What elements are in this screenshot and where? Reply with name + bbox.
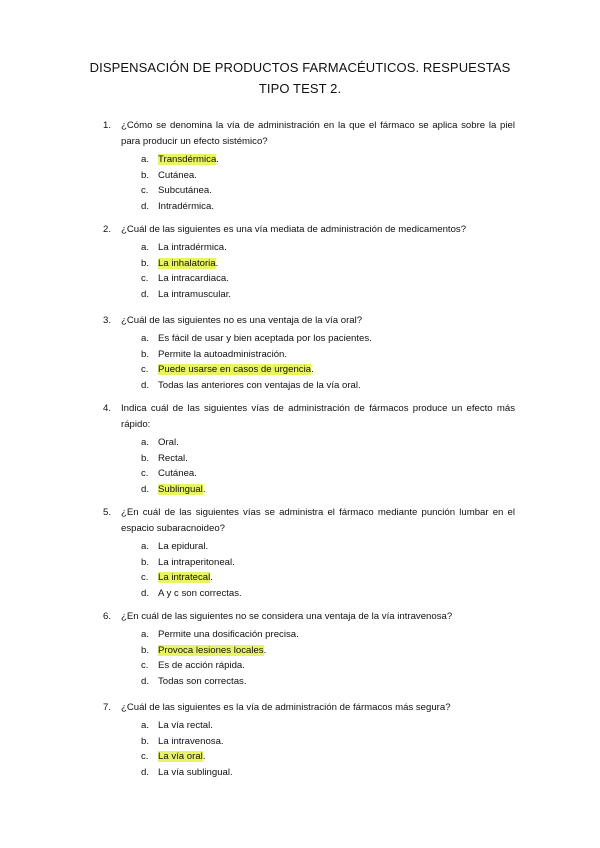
correct-answer-highlight: La intratecal — [158, 572, 211, 584]
option-text: Intradérmica. — [158, 200, 214, 212]
option-suffix: . — [202, 483, 206, 495]
option-letter: a. — [141, 242, 150, 253]
option-b — [0, 643, 600, 659]
option-letter: b. — [141, 257, 150, 269]
option-letter: b. — [141, 644, 150, 656]
correct-answer-highlight: Puede usarse en casos de urgencia — [158, 364, 312, 376]
option-text: Rectal. — [158, 452, 188, 464]
option-letter: c. — [141, 751, 149, 763]
question-number: 7. — [103, 702, 112, 713]
option-a — [0, 718, 600, 734]
option-letter: c. — [141, 572, 149, 584]
option-letter: d. — [141, 483, 150, 495]
option-suffix: . — [311, 364, 314, 376]
option-letter: b. — [141, 169, 150, 181]
question-3 — [0, 313, 600, 393]
option-letter: a. — [141, 720, 150, 731]
correct-answer-highlight: Sublingual — [158, 483, 203, 495]
question-text: ¿Cuál de las siguientes es la vía de administración de fármacos más segura? — [121, 702, 451, 713]
option-a — [0, 152, 600, 168]
option-text: La intraperitoneal. — [158, 556, 235, 568]
option-text: La intravenosa. — [158, 735, 224, 747]
question-number: 6. — [103, 611, 112, 622]
option-letter: d. — [141, 379, 150, 391]
question-4 — [0, 401, 600, 497]
option-letter: a. — [141, 629, 150, 640]
option-c — [0, 362, 600, 378]
option-c — [0, 570, 600, 586]
option-d — [0, 586, 600, 602]
option-letter: b. — [141, 556, 150, 568]
option-a — [0, 331, 600, 347]
correct-answer-highlight: La inhalatoria — [158, 257, 216, 269]
option-suffix: . — [216, 154, 219, 165]
option-text: La epidural. — [158, 541, 209, 552]
page-title — [60, 57, 540, 99]
option-text: Cutánea. — [158, 169, 197, 181]
question-text: Indica cuál de las siguientes vías de administración de fármacos produce un efecto más rápido: — [121, 403, 515, 430]
correct-answer-highlight: Transdérmica — [158, 154, 217, 165]
option-b — [0, 347, 600, 363]
question-6 — [0, 609, 600, 689]
question-7 — [0, 700, 600, 780]
option-letter: a. — [141, 333, 150, 344]
option-suffix: . — [263, 644, 267, 656]
option-letter: d. — [141, 766, 150, 778]
question-2 — [0, 222, 600, 302]
option-text: La vía sublingual. — [158, 766, 233, 778]
question-text: ¿En cuál de las siguientes no se considera una ventaja de la vía intravenosa? — [121, 611, 453, 622]
question-number: 5. — [103, 507, 112, 518]
question-1 — [0, 118, 600, 214]
option-text: Subcutánea. — [158, 185, 212, 197]
option-letter: a. — [141, 437, 150, 448]
option-letter: a. — [141, 541, 150, 552]
option-letter: d. — [141, 587, 150, 599]
title-line-2: TIPO TEST 2. — [258, 81, 342, 96]
question-number: 3. — [103, 315, 112, 326]
option-b — [0, 451, 600, 467]
option-a — [0, 435, 600, 451]
correct-answer-highlight: Provoca lesiones locales — [158, 644, 264, 656]
option-d — [0, 378, 600, 394]
option-letter: d. — [141, 288, 150, 300]
question-number: 2. — [103, 224, 112, 235]
option-suffix: . — [215, 257, 219, 269]
option-d — [0, 482, 600, 498]
option-text: Permite la autoadministración. — [158, 348, 288, 360]
option-c — [0, 271, 600, 287]
option-b — [0, 256, 600, 272]
option-text: La intramuscular. — [158, 288, 232, 300]
option-d — [0, 674, 600, 690]
option-letter: b. — [141, 735, 150, 747]
option-d — [0, 765, 600, 781]
option-b — [0, 168, 600, 184]
option-letter: c. — [141, 660, 149, 672]
option-letter: c. — [141, 468, 149, 480]
option-letter: c. — [141, 364, 149, 376]
option-text: Permite una dosificación precisa. — [158, 629, 299, 640]
option-d — [0, 287, 600, 303]
option-letter: d. — [141, 675, 150, 687]
question-text: ¿En cuál de las siguientes vías se administra el fármaco mediante punción lumbar en el espacio subaracnoideo? — [121, 507, 515, 534]
option-text: Es de acción rápida. — [158, 660, 245, 672]
question-text: ¿Cuál de las siguientes no es una ventaja de la vía oral? — [121, 315, 363, 326]
option-text: La intracardiaca. — [158, 273, 229, 285]
option-text: A y c son correctas. — [158, 587, 242, 599]
option-text: La vía rectal. — [158, 720, 213, 731]
question-text: ¿Cuál de las siguientes es una vía mediata de administración de medicamentos? — [121, 224, 467, 235]
option-letter: a. — [141, 154, 150, 165]
question-number: 1. — [103, 120, 112, 131]
option-a — [0, 240, 600, 256]
option-letter: d. — [141, 200, 150, 212]
option-a — [0, 627, 600, 643]
option-letter: b. — [141, 452, 150, 464]
option-a — [0, 539, 600, 555]
option-c — [0, 466, 600, 482]
option-c — [0, 658, 600, 674]
option-suffix: . — [210, 572, 213, 584]
title-line-1: DISPENSACIÓN DE PRODUCTOS FARMACÉUTICOS. RESPUESTAS — [89, 60, 511, 75]
option-letter: c. — [141, 273, 149, 285]
question-number: 4. — [103, 403, 112, 414]
option-text: Es fácil de usar y bien aceptada por los pacientes. — [158, 333, 372, 344]
option-letter: b. — [141, 348, 150, 360]
option-text: La intradérmica. — [158, 242, 227, 253]
option-c — [0, 749, 600, 765]
option-text: Todas las anteriores con ventajas de la vía oral. — [158, 379, 361, 391]
question-text: ¿Cómo se denomina la vía de administración en la que el fármaco se aplica sobre la piel para producir un efecto sistémico? — [121, 120, 515, 147]
option-text: Cutánea. — [158, 468, 197, 480]
option-c — [0, 183, 600, 199]
question-5 — [0, 505, 600, 601]
option-letter: c. — [141, 185, 149, 197]
option-text: Oral. — [158, 437, 179, 448]
option-text: Todas son correctas. — [158, 675, 247, 687]
option-b — [0, 734, 600, 750]
correct-answer-highlight: La vía oral — [158, 751, 203, 763]
option-d — [0, 199, 600, 215]
option-b — [0, 555, 600, 571]
option-suffix: . — [202, 751, 206, 763]
